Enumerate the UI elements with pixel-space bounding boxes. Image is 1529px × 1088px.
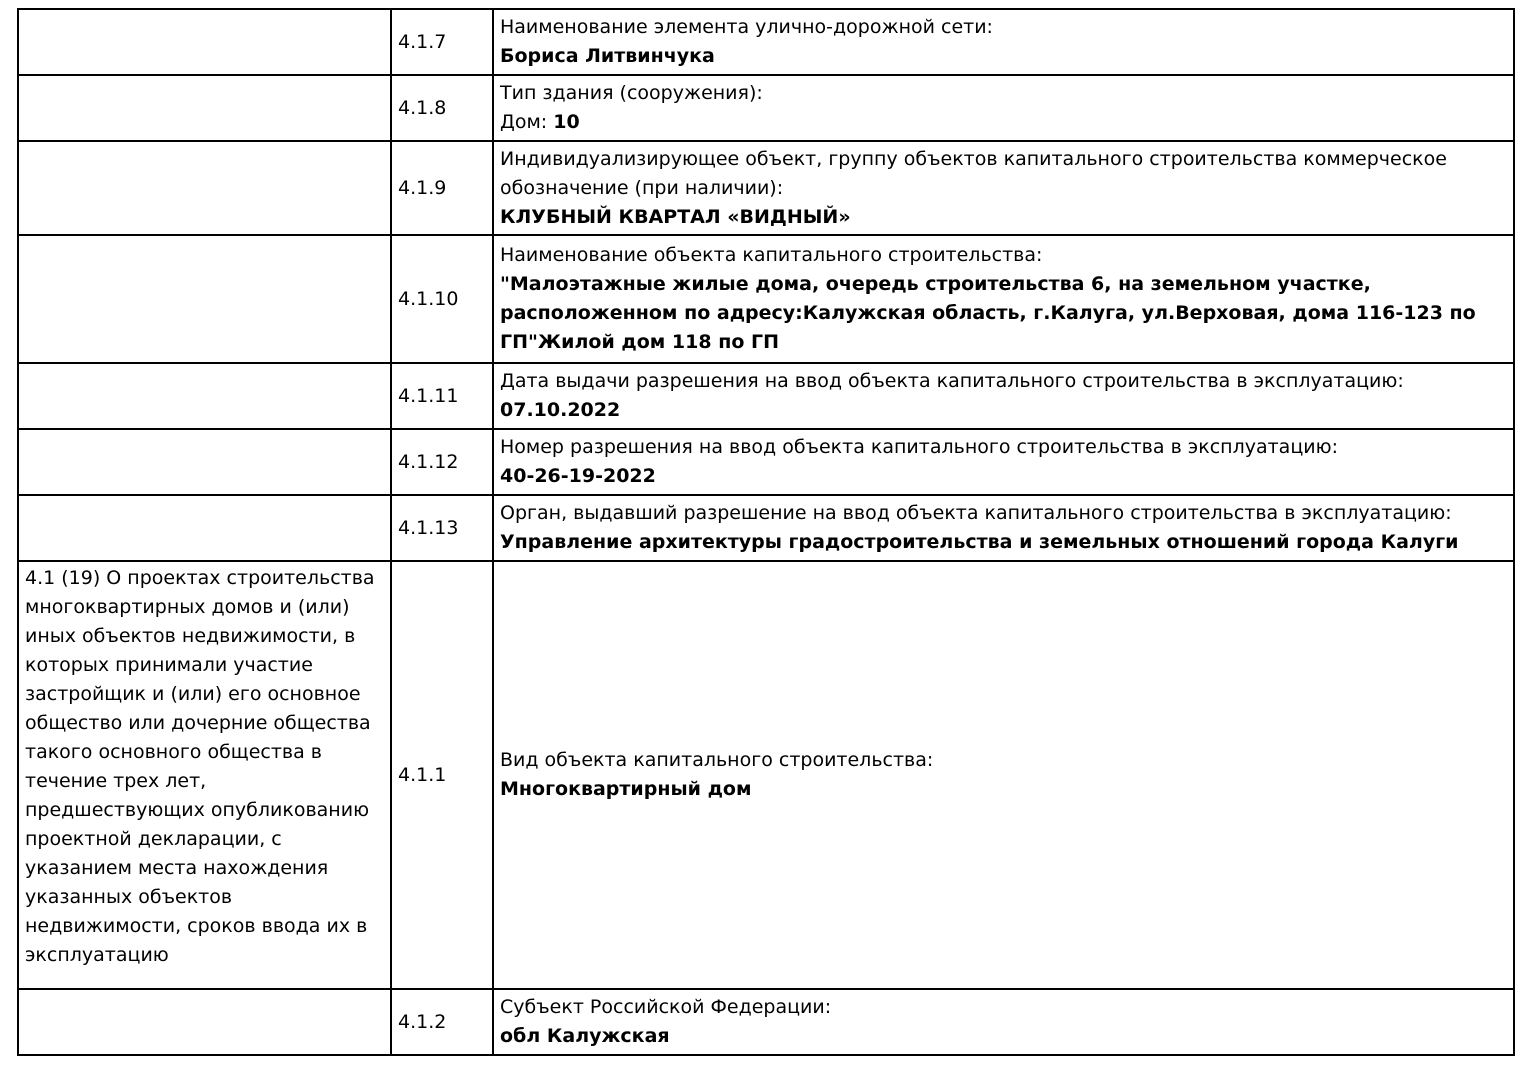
field-label: Номер разрешения на ввод объекта капитального строительства в эксплуатацию:	[500, 436, 1338, 458]
row-code: 4.1.9	[391, 141, 493, 235]
field-value-line	[500, 775, 1507, 804]
empty-cell	[18, 75, 391, 141]
field-value: 40-26-19-2022	[500, 465, 656, 487]
field-label: Орган, выдавший разрешение на ввод объекта капитального строительства в эксплуатацию:	[500, 502, 1452, 524]
table-row	[18, 141, 1514, 235]
field-cell	[493, 235, 1514, 363]
field-cell	[493, 9, 1514, 75]
field-cell	[493, 429, 1514, 495]
field-label: Дата выдачи разрешения на ввод объекта капитального строительства в эксплуатацию:	[500, 370, 1404, 392]
row-code: 4.1.13	[391, 495, 493, 561]
table-row	[18, 429, 1514, 495]
field-value-line	[500, 108, 1507, 137]
table-row	[18, 9, 1514, 75]
row-code: 4.1.8	[391, 75, 493, 141]
field-value-line	[500, 1022, 1507, 1051]
field-value-line	[500, 462, 1507, 491]
row-code: 4.1.10	[391, 235, 493, 363]
field-cell	[493, 75, 1514, 141]
left-note: 4.1 (19) О проектах строительства многоквартирных домов и (или) иных объектов недвижимости, в которых принимали участие застройщик и (или) его основное общество или дочерние общества такого основного общества в течение трех лет, предшествующих опубликованию проектной декларации, с указанием места нахождения указанных объектов недвижимости, сроков ввода их в эксплуатацию	[18, 561, 391, 989]
empty-cell	[18, 429, 391, 495]
field-cell	[493, 141, 1514, 235]
field-label: Наименование объекта капитального строительства:	[500, 244, 1043, 266]
table-row	[18, 989, 1514, 1055]
field-cell	[493, 989, 1514, 1055]
table-row	[18, 363, 1514, 429]
table-row	[18, 75, 1514, 141]
field-value-line	[500, 42, 1507, 71]
table-row	[18, 235, 1514, 363]
field-value: 07.10.2022	[500, 399, 621, 421]
field-cell	[493, 495, 1514, 561]
row-code: 4.1.1	[391, 561, 493, 989]
field-label: Тип здания (сооружения):	[500, 82, 763, 104]
row-code: 4.1.7	[391, 9, 493, 75]
field-value: Бориса Литвинчука	[500, 45, 715, 67]
field-value: 10	[553, 111, 580, 133]
field-cell	[493, 363, 1514, 429]
field-cell	[493, 561, 1514, 989]
row-code: 4.1.2	[391, 989, 493, 1055]
empty-cell	[18, 363, 391, 429]
field-label: Наименование элемента улично-дорожной сети:	[500, 16, 993, 38]
field-value: КЛУБНЫЙ КВАРТАЛ «ВИДНЫЙ»	[500, 205, 851, 228]
row-code: 4.1.12	[391, 429, 493, 495]
field-value-line	[500, 270, 1507, 357]
field-value: обл Калужская	[500, 1025, 670, 1047]
field-label: Индивидуализирующее объект, группу объектов капитального строительства коммерческое обозначение (при наличии):	[500, 147, 1447, 199]
empty-cell	[18, 989, 391, 1055]
field-value: "Малоэтажные жилые дома, очередь строительства 6, на земельном участке, расположенном по адресу:Калужская область, г.Калуга, ул.Верховая, дома 116-123 по ГП"Жилой дом 118 по ГП	[500, 273, 1476, 353]
field-label: Вид объекта капитального строительства:	[500, 749, 934, 771]
field-value-line	[500, 203, 1507, 232]
table-row	[18, 495, 1514, 561]
field-label: Субъект Российской Федерации:	[500, 996, 832, 1018]
field-value-line	[500, 528, 1507, 557]
row-code: 4.1.11	[391, 363, 493, 429]
field-value: Многоквартирный дом	[500, 778, 752, 800]
field-value-prefix: Дом:	[500, 111, 554, 133]
table-row	[18, 561, 1514, 989]
field-value: Управление архитектуры градостроительства и земельных отношений города Калуги	[500, 531, 1459, 553]
empty-cell	[18, 495, 391, 561]
field-value-line	[500, 396, 1507, 425]
empty-cell	[18, 235, 391, 363]
declaration-table	[17, 8, 1515, 1056]
empty-cell	[18, 9, 391, 75]
empty-cell	[18, 141, 391, 235]
